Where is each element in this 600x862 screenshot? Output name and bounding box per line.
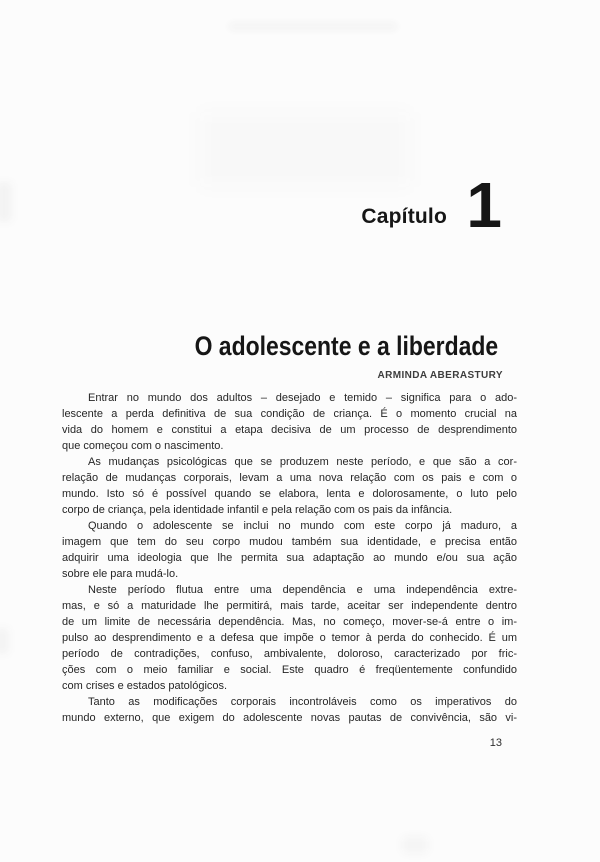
text-line: corpo de criança, pela identidade infantil e pela relação com os pais da infância. <box>62 504 453 516</box>
text-line: As mudanças psicológicas que se produzem neste período, e que são a cor- <box>88 456 517 468</box>
text-line: com crises e estados patológicos. <box>62 680 228 692</box>
paragraph <box>62 454 517 518</box>
scan-artifact <box>402 836 428 854</box>
text-line: relação de mudanças corporais, levam a uma nova relação com os pais e com o <box>62 472 517 484</box>
text-line: Tanto as modificações corporais incontroláveis como os imperativos do <box>88 696 517 708</box>
paragraph <box>62 518 517 582</box>
text-line: Entrar no mundo dos adultos – desejado e temido – significa para o ado- <box>88 392 517 404</box>
text-line: sobre ele para mudá-lo. <box>62 568 179 580</box>
text-line: vida do homem e constitui a etapa decisiva de um processo de desprendimento <box>62 424 517 436</box>
text-line: lescente a perda definitiva de sua condição de criança. É o momento crucial na <box>62 408 517 420</box>
page-number: 13 <box>489 737 502 749</box>
text-line: mundo. Isto só é possível quando se elabora, lenta e dolorosamente, o luto pelo <box>62 488 517 500</box>
text-line: Neste período flutua entre uma dependência e uma independência extre- <box>88 584 517 596</box>
scan-artifact <box>0 628 9 654</box>
text-line: de um limite de necessária dependência. Mas, no começo, mover-se-á entre o im- <box>62 616 517 628</box>
scan-artifact <box>200 112 410 187</box>
text-line: pulso ao desprendimento e a defesa que impõe o temor à perda do conhecido. É um <box>62 632 517 644</box>
text-line: que começou com o nascimento. <box>62 440 224 452</box>
chapter-label: Capítulo <box>361 205 447 228</box>
page-title: O adolescente e a liberdade <box>194 331 498 361</box>
text-line: Quando o adolescente se inclui no mundo com este corpo já maduro, a <box>88 520 517 532</box>
text-line: mas, e só a maturidade lhe permitirá, mais tarde, aceitar ser independente dentro <box>62 600 517 612</box>
body-text <box>62 390 517 726</box>
chapter-number: 1 <box>466 169 502 241</box>
text-line: ções com o meio familiar e social. Este quadro é freqüentemente confundido <box>62 664 517 676</box>
paragraph <box>62 390 517 454</box>
paragraph <box>62 694 517 726</box>
text-line: mundo externo, que exigem do adolescente novas pautas de convivência, são vi- <box>62 712 517 724</box>
text-line: período de contradições, confuso, ambivalente, doloroso, caracterizado por fric- <box>62 648 517 660</box>
scan-artifact <box>228 22 398 31</box>
author-name: ARMINDA ABERASTURY <box>377 370 503 381</box>
scan-artifact <box>0 182 12 222</box>
text-line: imagem que tem do seu corpo mudou também sua identidade, e precisa então <box>62 536 517 548</box>
text-line: adquirir uma ideologia que lhe permita sua adaptação ao mundo e/ou sua ação <box>62 552 517 564</box>
paragraph <box>62 582 517 694</box>
